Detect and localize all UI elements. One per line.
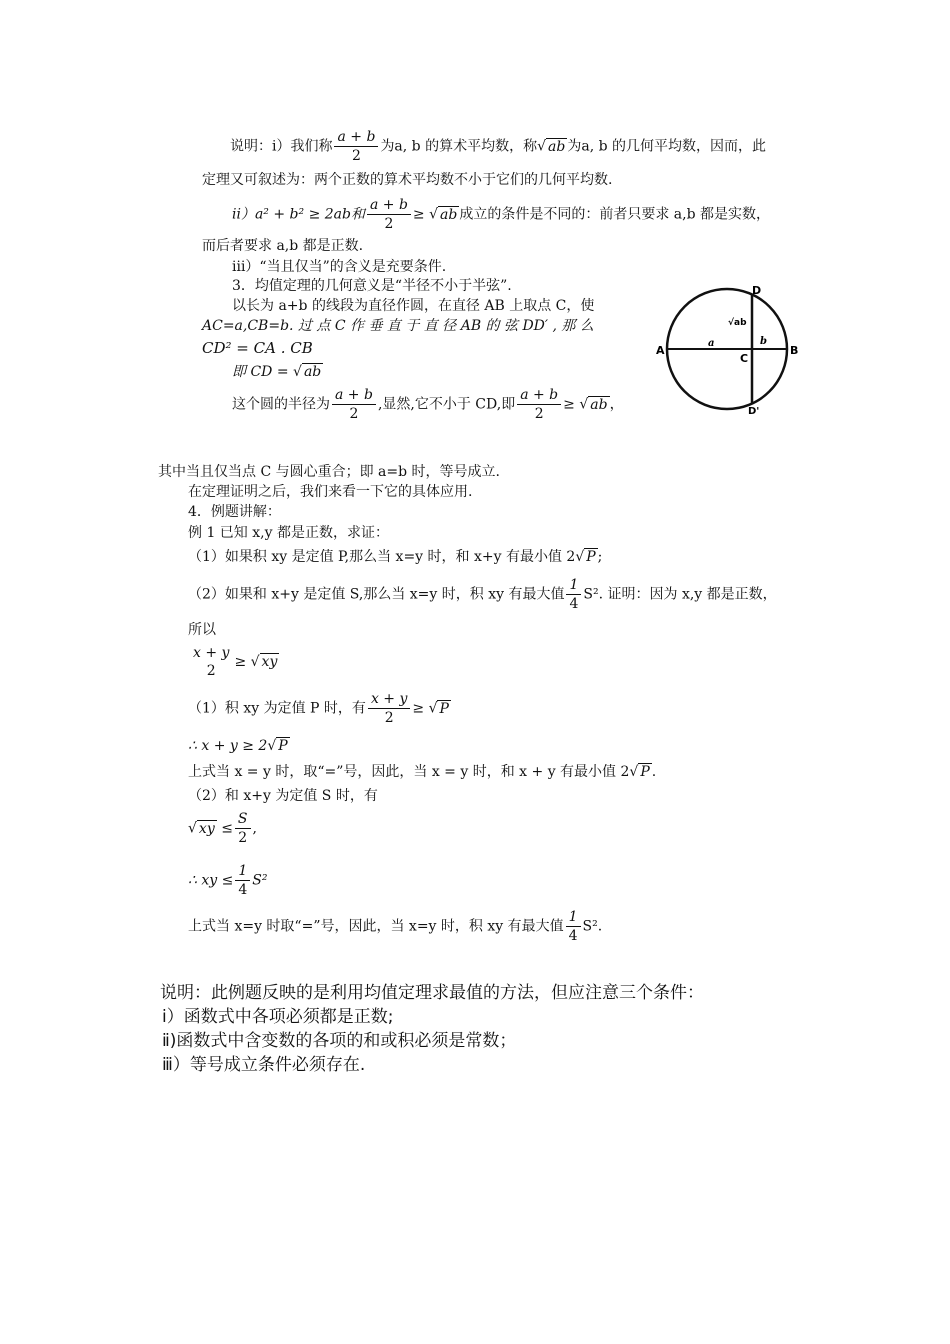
label-c: C	[740, 352, 749, 365]
label-d: D	[752, 284, 762, 297]
body-line-2: 在定理证明之后，我们来看一下它的具体应用.	[188, 484, 473, 500]
fraction-1-over-4: $\frac{1}{4}$	[566, 576, 581, 613]
body-line-15: 上式当 x=y 时取“=”号，因此，当 x=y 时，积 xy 有最大值 $\frac{1}{4}$ S².	[188, 909, 603, 944]
sqrt-p: √ P	[629, 764, 650, 780]
body-line-14: ∴ xy ≤ $\frac{1}{4}$ S²	[188, 863, 268, 898]
sqrt-p: √ P	[428, 700, 449, 717]
fraction-a-plus-b-over-2: $\frac{a + b}{2}$	[517, 386, 561, 423]
note-line-3: ⅱ）a² + b² ≥ 2ab和 $\frac{a + b}{2}$ ≥ √ ab 成立的条件是不同的：前者只要求 a,b 都是实数，	[232, 197, 771, 232]
fraction-a-plus-b-over-2: $\frac{a + b}{2}$	[367, 196, 411, 233]
geo-line-5: 即 CD = √ ab	[232, 364, 322, 380]
geo-line-4: CD² = CA . CB	[202, 339, 313, 357]
body-line-4: 例 1 已知 x,y 都是正数，求证：	[188, 525, 389, 541]
body-line-6: （2）如果和 x+y 是定值 S,那么当 x=y 时，积 xy 有最大值 $\frac{1}{4}$ S². 证明：因为 x,y 都是正数，	[188, 577, 777, 612]
fraction-a-plus-b-over-2: $\frac{a + b}{2}$	[332, 386, 376, 423]
fraction-x-plus-y-over-2: x + y 2	[193, 645, 230, 679]
sqrt-xy: √ xy	[250, 654, 278, 670]
circle-diagram	[652, 282, 802, 418]
summary-line-3: ⅱ)函数式中含变数的各项的和或积必须是常数；	[162, 1031, 517, 1051]
geo-line-2: 以长为 a+b 的线段为直径作圆，在直径 AB 上取点 C，使	[232, 298, 595, 314]
body-line-3: 4．例题讲解：	[188, 504, 281, 520]
body-line-13: √ xy ≤ $\frac{S}{2}$ ,	[188, 811, 257, 846]
fraction-1-over-4: $\frac{1}{4}$	[566, 908, 581, 945]
note-line-4: 而后者要求 a,b 都是正数.	[202, 238, 364, 254]
body-line-12: （2）和 x+y 为定值 S 时，有	[188, 788, 378, 804]
note-line-2: 定理又可叙述为：两个正数的算术平均数不小于它们的几何平均数.	[202, 172, 613, 188]
body-line-10: ∴ x + y ≥ 2√ P	[188, 738, 288, 754]
segment-a-label: a	[708, 338, 715, 349]
body-line-9: （1）积 xy 为定值 P 时，有 $\frac{x + y}{2}$ ≥ √ P	[188, 691, 449, 726]
summary-line-1: 说明：此例题反映的是利用均值定理求最值的方法，但应注意三个条件：	[160, 983, 704, 1003]
sqrt-p: √ P	[267, 738, 288, 754]
sqrt-p: √ P	[575, 549, 596, 565]
fraction-x-plus-y-over-2: $\frac{x + y}{2}$	[368, 690, 410, 727]
geo-line-6: 这个圆的半径为 $\frac{a + b}{2}$ ,显然,它不小于 CD,即 $\frac{a + b}{2}$ ≥ √ ab ，	[232, 387, 624, 422]
sqrt-ab: √ ab	[293, 364, 322, 380]
fraction-s-over-2: $\frac{S}{2}$	[235, 810, 251, 847]
sqrt-ab: √ ab	[537, 138, 566, 155]
label-b: B	[790, 344, 799, 357]
label-d-prime: D'	[748, 406, 760, 417]
note-line-5: ⅲ）“当且仅当”的含义是充要条件.	[232, 259, 447, 275]
segment-b-label: b	[760, 336, 767, 347]
summary-line-2: ⅰ）函数式中各项必须都是正数;	[162, 1007, 394, 1027]
sqrt-ab: √ ab	[429, 206, 458, 223]
geo-line-1: 3．均值定理的几何意义是“半径不小于半弦”.	[232, 278, 512, 294]
fraction-a-plus-b-over-2: $\frac{a + b}{2}$	[334, 128, 378, 165]
body-line-7: 所以	[188, 622, 216, 638]
segment-sqrt-ab-label: √ab	[728, 318, 747, 328]
note-line-1: 说明：ⅰ）我们称 $\frac{a + b}{2}$ 为a, b 的算术平均数，称√ ab 为a, b 的几何平均数，因而，此	[230, 129, 767, 164]
sqrt-ab: √ ab	[579, 396, 608, 413]
body-line-1: 其中当且仅当点 C 与圆心重合；即 a=b 时，等号成立.	[158, 464, 501, 480]
body-line-8: x + y 2 ≥ √ xy	[188, 644, 279, 680]
geo-line-3: AC=a,CB=b. 过 点 C 作 垂 直 于 直 径 AB 的 弦 DD′ , 那 么	[202, 318, 594, 334]
body-line-5: （1）如果积 xy 是定值 P,那么当 x=y 时，和 x+y 有最小值 2√ P ;	[188, 549, 603, 565]
sqrt-xy: √ xy	[188, 820, 215, 837]
body-line-11: 上式当 x = y 时，取“=”号，因此，当 x = y 时，和 x + y 有最小值 2√ P .	[188, 764, 657, 780]
summary-line-4: ⅲ）等号成立条件必须存在.	[162, 1055, 366, 1075]
fraction-1-over-4: $\frac{1}{4}$	[235, 862, 250, 899]
label-a: A	[656, 344, 665, 357]
